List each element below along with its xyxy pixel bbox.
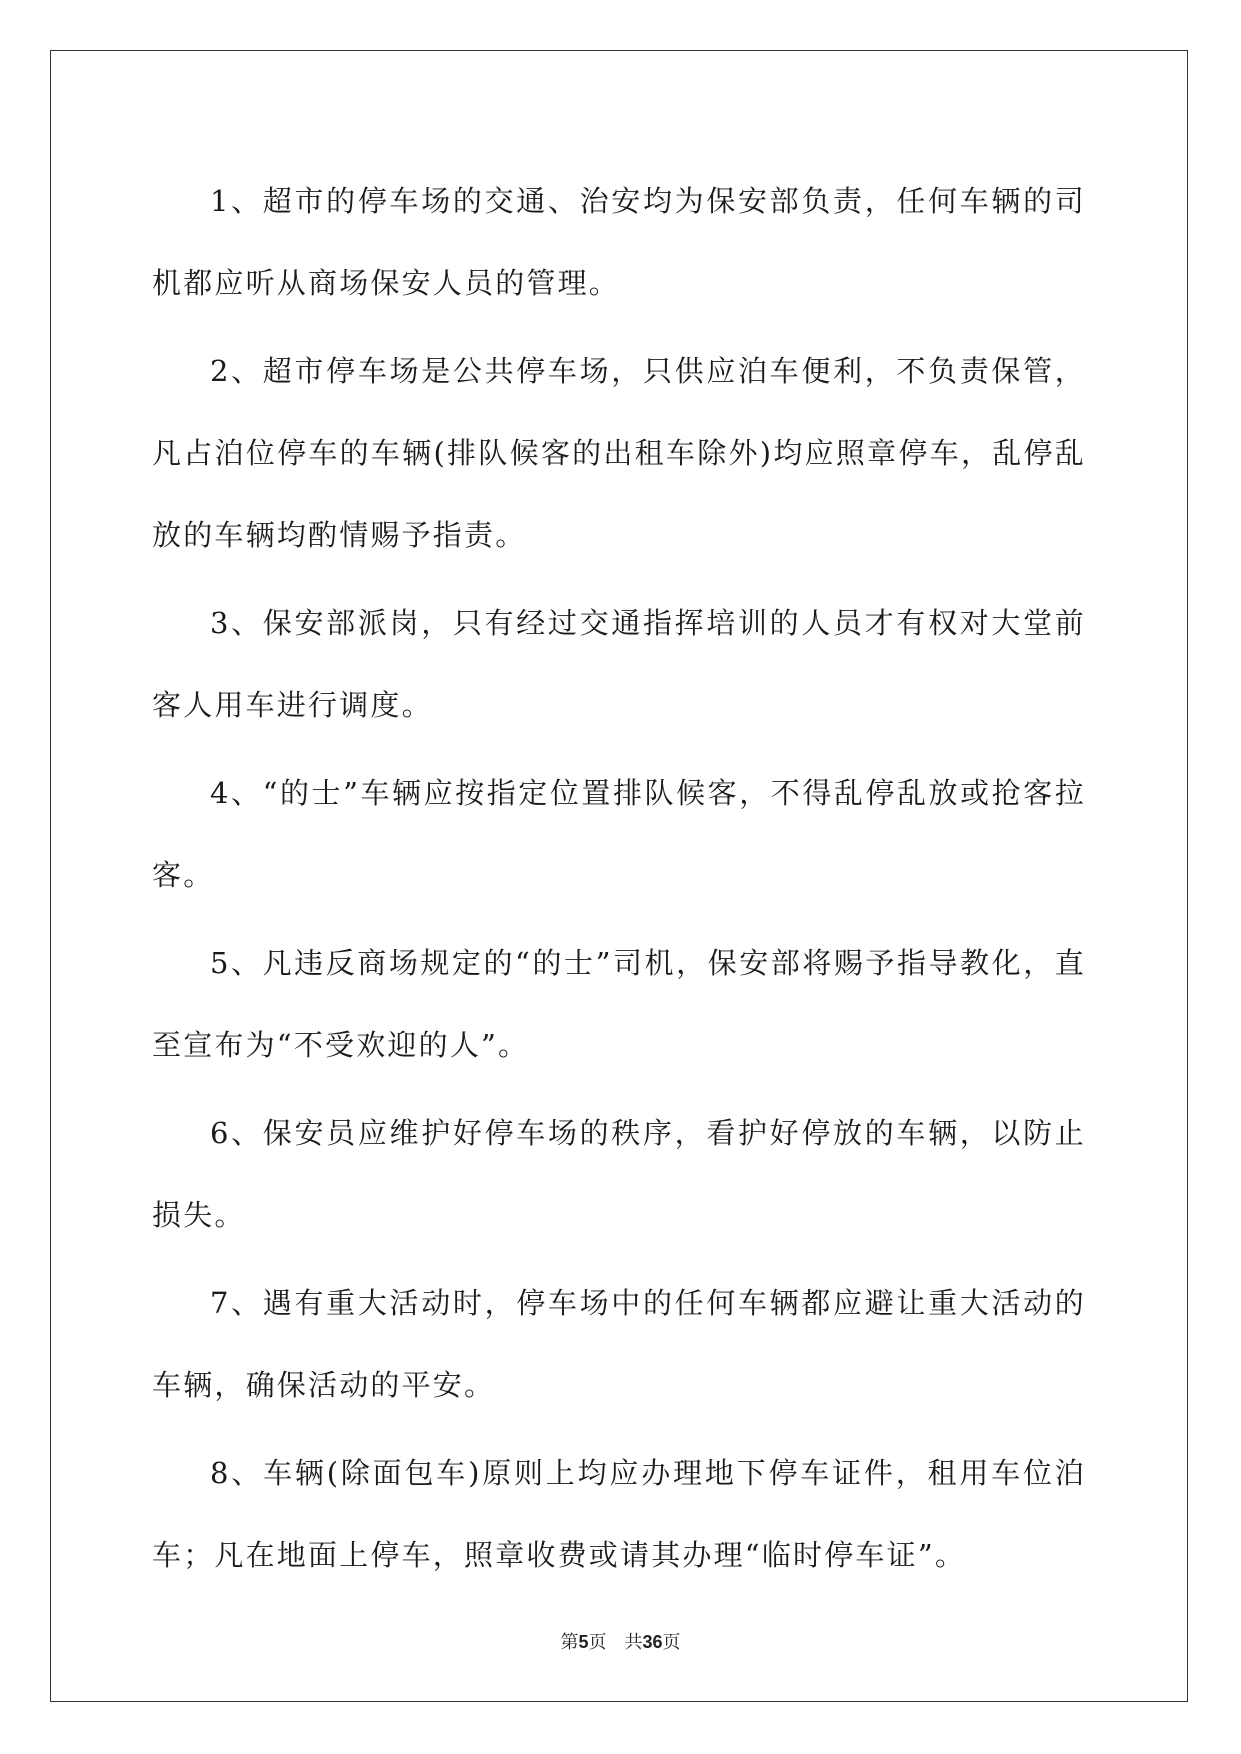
paragraph-8: 8、车辆(除面包车)原则上均应办理地下停车证件，租用车位泊车；凡在地面上停车，照章收费或请其办理“临时停车证”。 [152, 1456, 1086, 1572]
total-suffix: 页 [662, 1632, 681, 1653]
page-footer [0, 1628, 1241, 1654]
page-prefix: 第 [560, 1632, 579, 1653]
paragraph-4: 4、“的士”车辆应按指定位置排队候客，不得乱停乱放或抢客拉客。 [152, 776, 1086, 892]
paragraph-3: 3、保安部派岗，只有经过交通指挥培训的人员才有权对大堂前客人用车进行调度。 [152, 606, 1086, 722]
paragraph-6: 6、保安员应维护好停车场的秩序，看护好停放的车辆，以防止损失。 [152, 1116, 1086, 1232]
paragraph-1: 1、超市的停车场的交通、治安均为保安部负责，任何车辆的司机都应听从商场保安人员的管理。 [152, 184, 1086, 300]
total-pages: 36 [642, 1632, 663, 1652]
paragraph-5: 5、凡违反商场规定的“的士”司机，保安部将赐予指导教化，直至宣布为“不受欢迎的人”。 [152, 946, 1086, 1062]
page-number: 5 [578, 1632, 589, 1652]
page-suffix: 页 [588, 1632, 607, 1653]
paragraph-7: 7、遇有重大活动时，停车场中的任何车辆都应避让重大活动的车辆，确保活动的平安。 [152, 1286, 1086, 1402]
total-prefix: 共 [624, 1632, 643, 1653]
document-body [152, 160, 1086, 1602]
paragraph-2: 2、超市停车场是公共停车场，只供应泊车便利，不负责保管，凡占泊位停车的车辆(排队候客的出租车除外)均应照章停车，乱停乱放的车辆均酌情赐予指责。 [152, 354, 1086, 552]
